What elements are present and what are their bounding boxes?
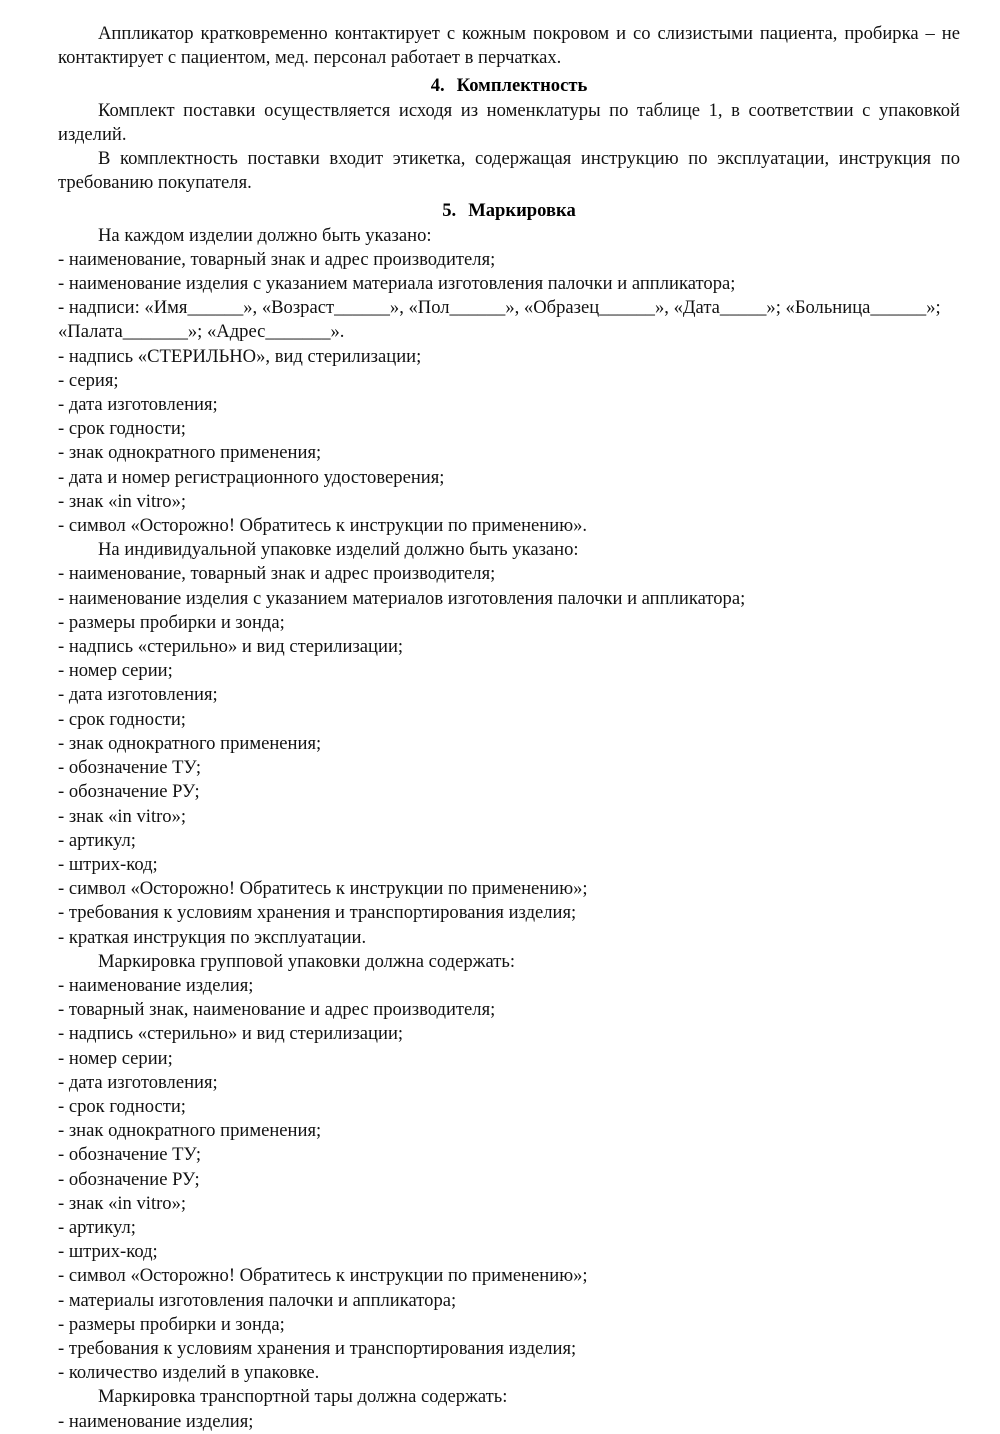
section-4-paragraph-2: В комплектность поставки входит этикетка, содержащая инструкцию по эксплуатации, инструкция по требованию покупателя. (58, 148, 960, 194)
section-number: 4. (430, 75, 445, 97)
list-item: - знак «in vitro»; (58, 1192, 187, 1214)
list-item: - символ «Осторожно! Обратитесь к инструкции по применению»; (58, 878, 588, 900)
section-heading-5 (58, 199, 960, 223)
marking-block-lead: На каждом изделии должно быть указано: (98, 224, 432, 246)
list-item: - размеры пробирки и зонда; (58, 611, 285, 633)
marking-block-lead: Маркировка групповой упаковки должна содержать: (98, 950, 516, 972)
marking-block-lead: На индивидуальной упаковке изделий должно быть указано: (98, 539, 579, 561)
list-item: - товарный знак, наименование и адрес производителя; (58, 999, 496, 1021)
section-4-paragraph-1: Комплект поставки осуществляется исходя из номенклатуры по таблице 1, в соответствии с упаковкой изделий. (58, 99, 960, 145)
list-item: - обозначение РУ; (58, 1168, 200, 1190)
list-item: - количество изделий в упаковке. (58, 1362, 320, 1384)
list-item: - надпись «стерильно» и вид стерилизации; (58, 1023, 404, 1045)
list-item: - знак однократного применения; (58, 1120, 322, 1142)
list-item: - материалы изготовления палочки и аппликатора; (58, 1289, 457, 1311)
list-item: - надписи: «Имя______», «Возраст______», «Пол______», «Образец______», «Дата_____»; «Больница______»; «Палата_______»; «Адрес_______». (58, 297, 946, 343)
section-heading-4 (58, 74, 960, 98)
list-item: - срок годности; (58, 418, 186, 440)
list-item: - наименование изделия с указанием материала изготовления палочки и аппликатора; (58, 273, 736, 295)
list-item: - размеры пробирки и зонда; (58, 1313, 285, 1335)
marking-block-lead: Маркировка транспортной тары должна содержать: (98, 1386, 508, 1408)
list-item: - дата изготовления; (58, 394, 218, 416)
list-item: - знак однократного применения; (58, 442, 322, 464)
list-item: - дата изготовления; (58, 1071, 218, 1093)
list-item: - наименование, товарный знак и адрес производителя; (58, 563, 496, 585)
list-item: - срок годности; (58, 708, 186, 730)
list-item: - штрих-код; (58, 1241, 158, 1263)
list-item: - знак «in vitro»; (58, 490, 187, 512)
list-item: - наименование изделия с указанием материалов изготовления палочки и аппликатора; (58, 587, 746, 609)
list-item: - знак однократного применения; (58, 732, 322, 754)
section-number: 5. (442, 200, 457, 222)
list-item: - надпись «стерильно» и вид стерилизации; (58, 636, 404, 658)
list-item: - знак «in vitro»; (58, 805, 187, 827)
list-item: - артикул; (58, 1216, 136, 1238)
list-item: - надпись «СТЕРИЛЬНО», вид стерилизации; (58, 345, 422, 367)
list-item: - номер серии; (58, 660, 173, 682)
list-item: - краткая инструкция по эксплуатации. (58, 926, 367, 948)
page-content (58, 22, 960, 1434)
list-item: - дата изготовления; (58, 684, 218, 706)
list-item: - наименование изделия; (58, 974, 254, 996)
list-item: - серия; (58, 369, 119, 391)
list-item: - требования к условиям хранения и транспортирования изделия; (58, 1337, 577, 1359)
intro-paragraph: Аппликатор кратковременно контактирует с кожным покровом и со слизистыми пациента, пробирка – не контактирует с пациентом, мед. персонал работает в перчатках. (58, 23, 960, 69)
list-item: - штрих-код; (58, 853, 158, 875)
list-item: - срок годности; (58, 1095, 186, 1117)
list-item: - наименование, товарный знак и адрес производителя; (58, 248, 496, 270)
list-item: - дата и номер регистрационного удостоверения; (58, 466, 445, 488)
section-title: Маркировка (468, 200, 576, 222)
list-item: - требования к условиям хранения и транспортирования изделия; (58, 902, 577, 924)
list-item: - обозначение ТУ; (58, 757, 202, 779)
section-title: Комплектность (456, 75, 588, 97)
list-item: - символ «Осторожно! Обратитесь к инструкции по применению». (58, 515, 588, 537)
list-item: - наименование изделия; (58, 1410, 254, 1432)
list-item: - обозначение РУ; (58, 781, 200, 803)
list-item: - обозначение ТУ; (58, 1144, 202, 1166)
list-item: - номер серии; (58, 1047, 173, 1069)
list-item: - артикул; (58, 829, 136, 851)
list-item: - символ «Осторожно! Обратитесь к инструкции по применению»; (58, 1265, 588, 1287)
